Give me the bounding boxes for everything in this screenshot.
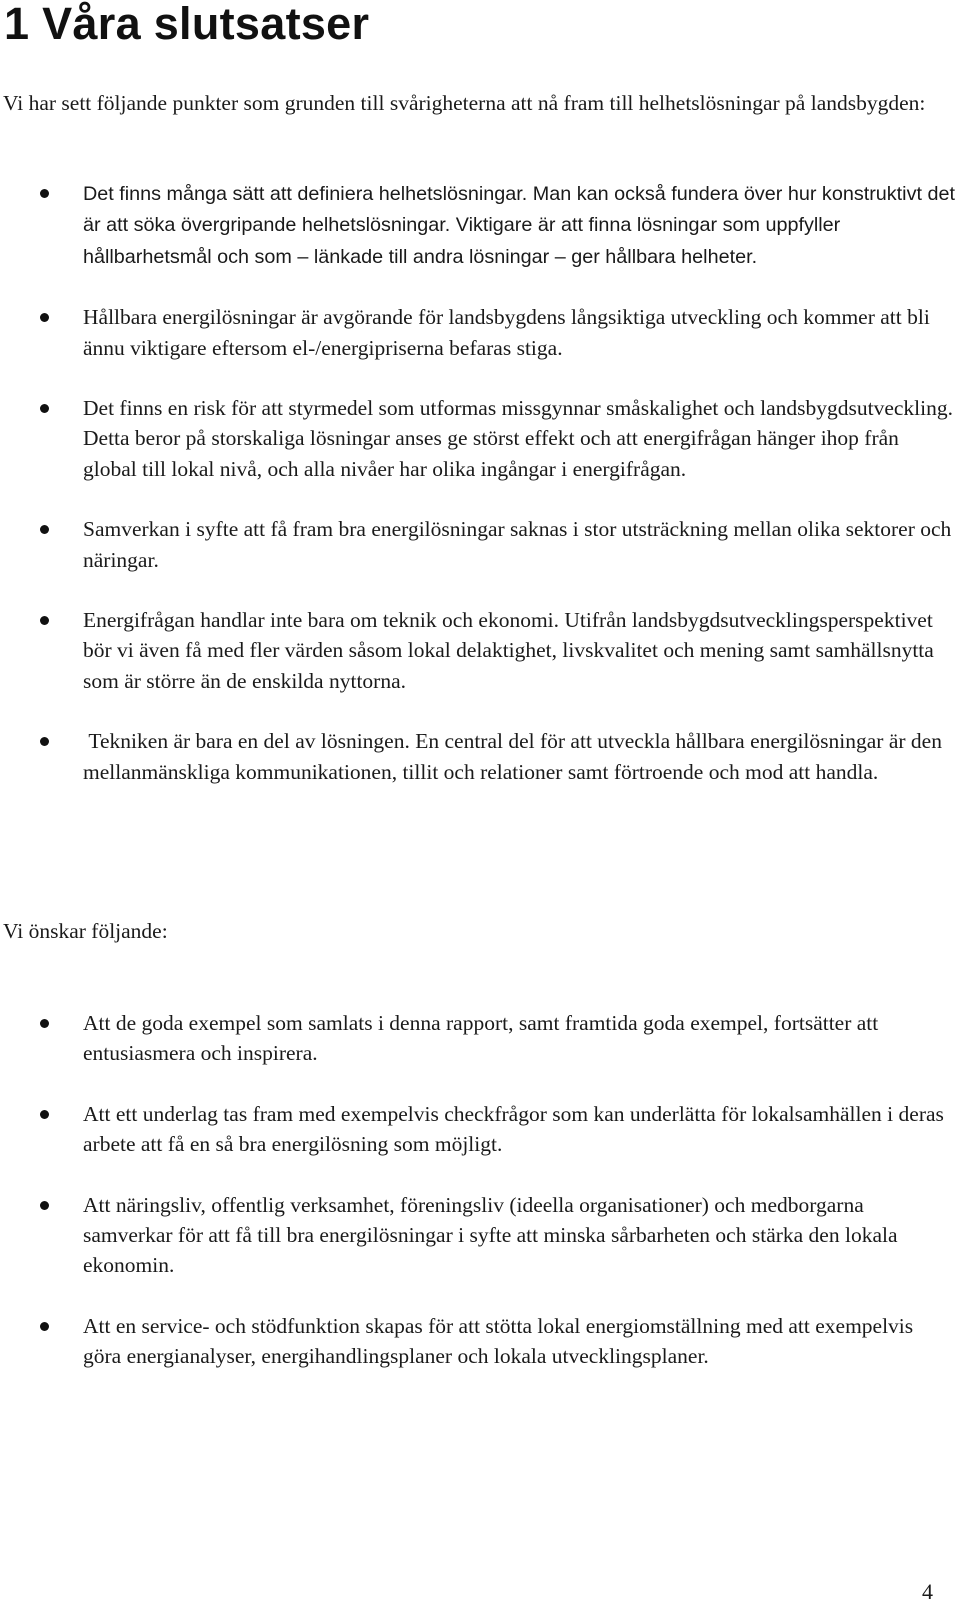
list-item-text: Att de goda exempel som samlats i denna rapport, samt framtida goda exempel, fortsätter att entusiasmera och inspirera. [83, 1011, 879, 1066]
list-item [0, 178, 955, 272]
bullet-icon [40, 616, 49, 625]
intro-paragraph: Vi har sett följande punkter som grunden till svårigheterna att nå fram till helhetslösningar på landsbygden: [3, 91, 926, 115]
list-item [0, 393, 955, 484]
list-item [0, 514, 955, 575]
bullet-icon [40, 1019, 49, 1028]
bullet-icon [40, 189, 49, 198]
list-item-text: Tekniken är bara en del av lösningen. En central del för att utveckla hållbara energilösningar är den mellanmänskliga kommunikationen, tillit och relationer samt förtroende och mod att handla. [83, 729, 948, 784]
list-item-text: Samverkan i syfte att få fram bra energilösningar saknas i stor utsträckning mellan olika sektorer och näringar. [83, 517, 952, 572]
conclusions-list [0, 178, 955, 817]
list-item-text: Att näringsliv, offentlig verksamhet, föreningsliv (ideella organisationer) och medborgarna samverkar för att få till bra energilösningar i syfte att minska sårbarheten och stärka den lokala ekonomin. [83, 1192, 898, 1278]
bullet-icon [40, 1110, 49, 1119]
wishes-intro: Vi önskar följande: [3, 919, 168, 943]
list-item [0, 1190, 955, 1281]
list-item [0, 726, 955, 787]
bullet-icon [40, 1201, 49, 1210]
bullet-icon [40, 1322, 49, 1331]
list-item-text: Det finns många sätt att definiera helhetslösningar. Man kan också fundera över hur konstruktivt det är att söka övergripande helhetslösningar. Viktigare är att finna lösningar som uppfyller hållbarhetsmål och som – länkade till andra lösningar – ger hållbara helheter. [83, 183, 955, 268]
list-item-text: Energifrågan handlar inte bara om teknik och ekonomi. Utifrån landsbygdsutvecklingsperspektivet bör vi även få med fler värden såsom lokal delaktighet, livskvalitet och mening samt samhällsnytta som är större än de enskilda nyttorna. [83, 608, 934, 693]
page-number: 4 [922, 1579, 933, 1604]
list-item [0, 302, 955, 363]
section-heading: 1 Våra slutsatser [4, 0, 370, 49]
list-item [0, 1099, 955, 1160]
wishes-list [0, 1008, 955, 1402]
list-item [0, 1008, 955, 1069]
bullet-icon [40, 737, 49, 746]
bullet-icon [40, 404, 49, 413]
list-item [0, 1311, 955, 1372]
list-item-text: Hållbara energilösningar är avgörande för landsbygdens långsiktiga utveckling och kommer att bli ännu viktigare eftersom el-/energipriserna befaras stiga. [83, 305, 930, 360]
list-item-text: Att en service- och stödfunktion skapas för att stötta lokal energiomställning med att exempelvis göra energianalyser, energihandlingsplaner och lokala utvecklingsplaner. [83, 1313, 914, 1369]
list-item-text: Det finns en risk för att styrmedel som utformas missgynnar småskalighet och landsbygdsutveckling. Detta beror på storskaliga lösningar anses ge störst effekt och att energifrågan hänger ihop från global till lokal nivå, och alla nivåer har olika ingångar i energifrågan. [83, 396, 954, 481]
bullet-icon [40, 525, 49, 534]
list-item [0, 605, 955, 696]
bullet-icon [40, 313, 49, 322]
list-item-text: Att ett underlag tas fram med exempelvis checkfrågor som kan underlätta för lokalsamhällen i deras arbete att få en så bra energilösning som möjligt. [83, 1101, 944, 1157]
